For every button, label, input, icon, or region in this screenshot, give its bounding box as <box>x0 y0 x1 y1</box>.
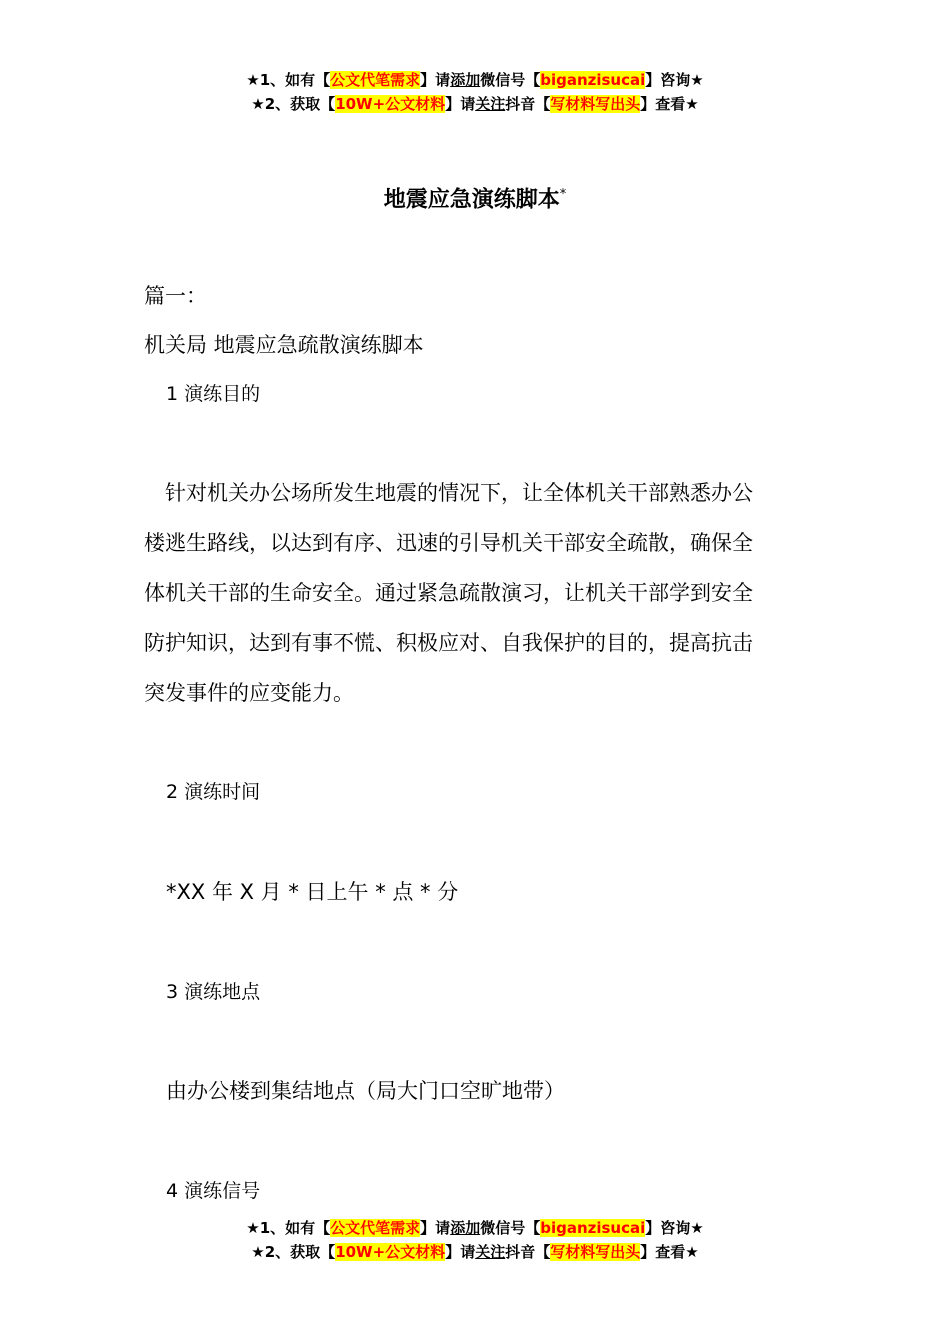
banner-line-1 <box>0 68 950 92</box>
banner-line-2 <box>0 1240 950 1264</box>
banner-highlight: 10W+公文材料 <box>335 95 446 113</box>
banner-text: 微信号【 <box>480 1219 541 1237</box>
paragraph-line: 突发事件的应变能力。 <box>144 681 354 705</box>
banner-emphasis: 关注 <box>475 95 506 113</box>
banner-text: ★1、如有【 <box>246 1219 331 1237</box>
banner-text: 抖音【 <box>505 95 551 113</box>
banner-highlight: 公文代笔需求 <box>330 1219 421 1237</box>
banner-text: ★1、如有【 <box>246 71 331 89</box>
section-body-time: *XX 年 X 月 * 日上午 * 点 * 分 <box>166 880 459 904</box>
paragraph-line: 防护知识，达到有事不慌、积极应对、自我保护的目的，提高抗击 <box>144 631 753 655</box>
banner-text: 】查看★ <box>640 95 699 113</box>
footer-banner <box>0 1216 950 1264</box>
banner-text: 】请 <box>420 1219 451 1237</box>
banner-douyin-id: 写材料写出头 <box>550 1243 641 1261</box>
banner-wechat-id: biganzisucai <box>540 1219 646 1237</box>
banner-text: 】咨询★ <box>645 71 704 89</box>
paragraph-line: 楼逃生路线，以达到有序、迅速的引导机关干部安全疏散，确保全 <box>144 531 753 555</box>
banner-emphasis: 添加 <box>450 71 481 89</box>
banner-text: 】查看★ <box>640 1243 699 1261</box>
banner-emphasis: 关注 <box>475 1243 506 1261</box>
banner-highlight: 10W+公文材料 <box>335 1243 446 1261</box>
banner-text: 】咨询★ <box>645 1219 704 1237</box>
banner-text: 】请 <box>420 71 451 89</box>
banner-text: 】请 <box>445 1243 476 1261</box>
banner-emphasis: 添加 <box>450 1219 481 1237</box>
banner-text: 微信号【 <box>480 71 541 89</box>
title-mark: * <box>559 187 567 202</box>
section-heading-time: 2 演练时间 <box>166 781 261 803</box>
banner-line-1 <box>0 1216 950 1240</box>
header-banner <box>0 68 950 116</box>
banner-highlight: 公文代笔需求 <box>330 71 421 89</box>
banner-douyin-id: 写材料写出头 <box>550 95 641 113</box>
title-text: 地震应急演练脚本 <box>383 187 560 213</box>
section-heading-purpose: 1 演练目的 <box>166 383 261 405</box>
banner-wechat-id: biganzisucai <box>540 71 646 89</box>
paragraph-line: 针对机关办公场所发生地震的情况下，让全体机关干部熟悉办公 <box>144 481 753 505</box>
document-title <box>0 178 950 217</box>
banner-text: 】请 <box>445 95 476 113</box>
part-label: 篇一： <box>144 284 207 308</box>
banner-text: ★2、获取【 <box>251 95 336 113</box>
banner-text: 抖音【 <box>505 1243 551 1261</box>
paragraph-line: 体机关干部的生命安全。通过紧急疏散演习，让机关干部学到安全 <box>144 581 753 605</box>
banner-line-2 <box>0 92 950 116</box>
section-heading-signal: 4 演练信号 <box>166 1180 261 1202</box>
section-body-location: 由办公楼到集结地点（局大门口空旷地带） <box>166 1079 565 1103</box>
section-heading-location: 3 演练地点 <box>166 981 261 1003</box>
banner-text: ★2、获取【 <box>251 1243 336 1261</box>
section-body-purpose <box>144 468 812 718</box>
document-subtitle: 机关局 地震应急疏散演练脚本 <box>144 333 424 357</box>
